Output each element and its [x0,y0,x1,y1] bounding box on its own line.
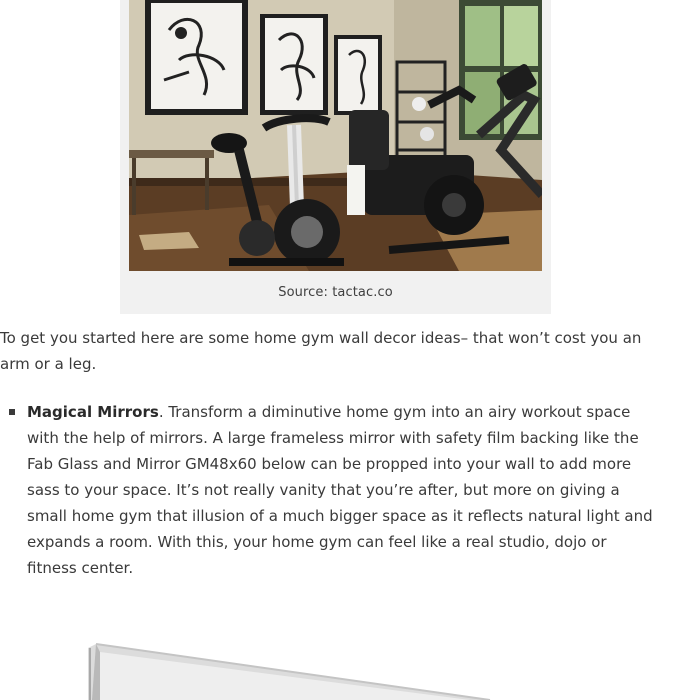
mirror-product-image [0,630,682,700]
tip-text: . Transform a diminutive home gym into an airy workout space with the help of mirrors. A large frameless mirror with safety film backing like the Fab Glass and Mirror GM48x60 below can be propped into your wall to add more sass to your space. It’s not really vanity that you’re after, but more on giving a small home gym that illusion of a much bigger space as it reflects natural light and expands a room. With this, your home gym can feel like a real studio, dojo or fitness center. [27,403,653,577]
intro-paragraph: To get you started here are some home gym wall decor ideas– that won’t cost you an arm or a leg. [0,329,642,373]
list-item [0,399,660,581]
article-figure [120,0,551,314]
bullet-icon [9,409,15,415]
tip-title: Magical Mirrors [27,403,159,421]
decor-ideas-list [0,399,660,581]
home-gym-photo [129,0,542,271]
photo-caption: Source: tactac.co [278,285,393,300]
